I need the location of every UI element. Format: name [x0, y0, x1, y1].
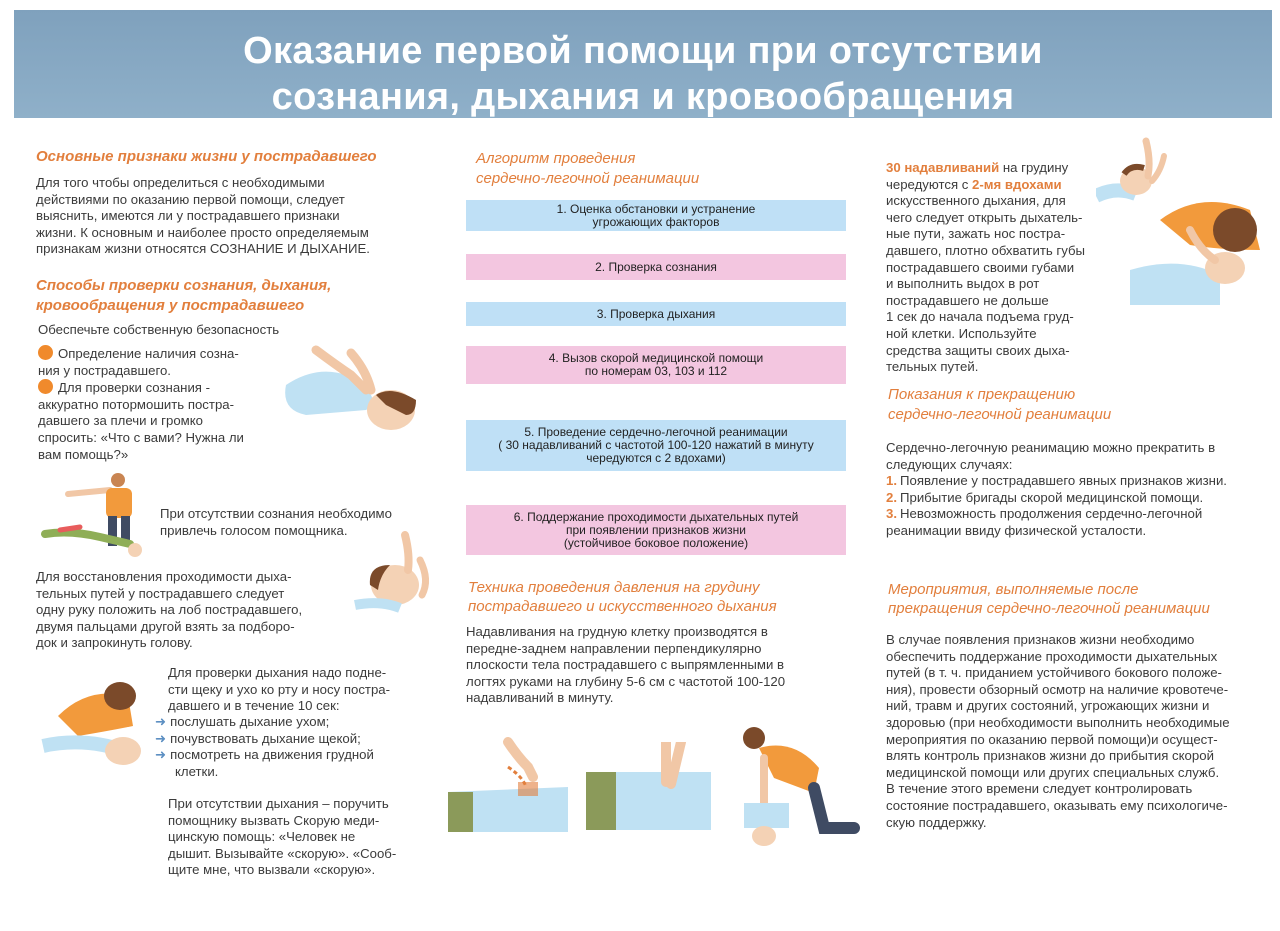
after-line: В течение этого времени следует контролировать [886, 781, 1193, 797]
breaths-line: ные пути, зажать нос постра- [886, 226, 1066, 242]
no-breath-line: При отсутствии дыхания – поручить [168, 796, 389, 811]
signs-line: действиями по оказанию первой помощи, следует [36, 191, 345, 207]
technique-line: Надавливания на грудную клетку производятся в [466, 624, 768, 639]
hand-position-illustration [448, 737, 578, 837]
breaths-line: 1 сек до начала подъема груд- [886, 309, 1074, 325]
bullet-line: ния у пострадавшего. [38, 362, 171, 378]
after-line: ний, травм и других состояний, угрожающих жизни и [886, 698, 1210, 714]
title-line-2: сознания, дыхания и кровообращения [271, 76, 1015, 118]
no-breath-line: помощнику вызвать Скорую меди- [168, 812, 380, 828]
airway-line: док и запрокинуть голову. [36, 635, 193, 651]
after-line: В случае появления признаков жизни необходимо [886, 632, 1195, 647]
arrow-right-icon: ➜ [155, 714, 167, 729]
algorithm-step-2 [466, 254, 846, 280]
after-text [886, 632, 1230, 831]
algorithm-step-1 [466, 200, 846, 231]
stop-line: Сердечно-легочную реанимацию можно прекратить в [886, 440, 1216, 455]
after-heading-line: Мероприятия, выполняемые после [888, 581, 1139, 598]
methods-heading [36, 276, 331, 316]
breaths-line: ной клетки. Используйте [886, 325, 1037, 341]
technique-heading-line: пострадавшего и искусственного дыхания [468, 598, 777, 615]
after-heading-line: прекращения сердечно-легочной реанимации [888, 600, 1210, 617]
chest-compression-illustration [586, 742, 716, 832]
after-line: здоровью (при необходимости выполнить необходимые [886, 714, 1230, 730]
breaths-line: давшего, плотно обхватить губы [886, 242, 1085, 258]
algorithm-heading-line: сердечно-легочной реанимации [476, 170, 700, 187]
methods-heading-line: кровообращения у пострадавшего [36, 297, 305, 314]
breath-check-line: давшего и в течение 10 сек: [168, 698, 340, 714]
step-line: 5. Проведение сердечно-легочной реанимации [524, 425, 788, 439]
orange-dot-icon [38, 379, 53, 394]
stop-item: Появление у пострадавшего явных признаков жизни. [900, 473, 1227, 489]
signs-line: выяснить, имеются ли у пострадавшего признаки [36, 208, 340, 224]
after-heading [888, 580, 1210, 618]
after-line: скую поддержку. [886, 814, 987, 830]
stop-line: следующих случаях: [886, 456, 1013, 472]
safety-text: Обеспечьте собственную безопасность [38, 322, 280, 337]
algorithm-step-5 [466, 420, 846, 471]
after-line: путей (в т. ч. приданием устойчивого бокового положе- [886, 665, 1222, 681]
signs-heading: Основные признаки жизни у пострадавшего [36, 148, 377, 165]
bullet-line: вам помощь?» [38, 446, 129, 462]
methods-heading-line: Способы проверки сознания, дыхания, [36, 277, 332, 294]
no-breath-text [168, 796, 396, 879]
rescue-breath-illustration [1120, 190, 1270, 310]
stop-item-number: 3. [886, 506, 897, 522]
breath-check-item: послушать дыхание ухом; [170, 714, 330, 729]
after-line: мероприятия по оказанию первой помощи)и осущест- [886, 731, 1218, 747]
step-line: по номерам 03, 103 и 112 [584, 364, 728, 378]
technique-line: передне-заднем направлении перпендикулярно [466, 640, 762, 656]
call-helper-illustration [40, 472, 160, 562]
stop-text [886, 440, 1227, 540]
step-line: угрожающих факторов [592, 214, 720, 229]
airway-text [36, 569, 302, 652]
stop-item: Невозможность продолжения сердечно-легочной [900, 506, 1203, 522]
airway-line: Для восстановления проходимости дыха- [36, 569, 292, 584]
step-line: 3. Проверка дыхания [596, 306, 716, 321]
algorithm-step-3 [466, 302, 846, 326]
compressions-count: 30 надавливаний [886, 160, 1000, 175]
algorithm-step-4 [466, 346, 846, 384]
technique-line: логтях руками на глубину 5-6 см с частотой 100-120 [466, 673, 786, 689]
title-line-1: Оказание первой помощи при отсутствии [243, 30, 1043, 72]
algorithm-heading-line: Алгоритм проведения [476, 150, 636, 167]
breaths-line: пострадавшего своими губами [886, 259, 1075, 275]
technique-line: плоскости тела пострадавшего с выпрямленными в [466, 657, 785, 673]
after-line: влять контроль признаков жизни до прибытия скорой [886, 748, 1214, 764]
algorithm-step-6 [466, 505, 846, 555]
breath-check-line: сти щеку и ухо ко рту и носу постра- [168, 681, 391, 697]
breath-check-list [155, 714, 374, 780]
breaths-count: 2-мя вдохами [972, 176, 1062, 192]
signs-text [36, 175, 370, 258]
breaths-line: пострадавшего не дольше [886, 292, 1049, 308]
stop-heading-line: сердечно-легочной реанимации [888, 406, 1112, 423]
title-banner [14, 10, 1272, 118]
breath-check-line: Для проверки дыхания надо подне- [168, 665, 387, 680]
stop-item-number: 2. [886, 489, 897, 505]
stop-item: Прибытие бригады скорой медицинской помощи. [900, 489, 1204, 505]
no-breath-line: цинскую помощь: «Человек не [168, 829, 356, 845]
bullet-line: аккуратно потормошить постра- [38, 396, 235, 412]
breaths-line: тельных путей. [886, 359, 979, 375]
bullet-line: Определение наличия созна- [58, 346, 239, 361]
breaths-line: на грудину [999, 160, 1069, 175]
step-line: 6. Поддержание проходимости дыхательных путей [513, 509, 799, 524]
after-line: состояние пострадавшего, оказывать ему психологиче- [886, 797, 1228, 813]
signs-line: Для того чтобы определиться с необходимыми [36, 175, 325, 190]
breaths-line: чередуются с [886, 176, 973, 192]
step-line: чередуются с 2 вдохами) [586, 451, 726, 465]
bullet-line: спросить: «Что с вами? Нужна ли [38, 429, 244, 445]
breath-check-item: клетки. [175, 763, 219, 779]
step-line: при появлении признаков жизни [565, 522, 747, 537]
step-line: (устойчивое боковое положение) [563, 535, 749, 550]
technique-line: надавливаний в минуту. [466, 690, 614, 706]
arrow-right-icon: ➜ [155, 730, 167, 746]
helper-line: привлечь голосом помощника. [160, 522, 348, 538]
arrow-right-icon: ➜ [155, 747, 167, 763]
helper-line: При отсутствии сознания необходимо [160, 506, 392, 521]
airway-line: тельных путей у пострадавшего следует [36, 585, 285, 601]
stop-heading-line: Показания к прекращению [888, 386, 1076, 403]
stop-item: реанимации ввиду физической усталости. [886, 522, 1147, 538]
breath-check-item: посмотреть на движения грудной [170, 747, 374, 763]
after-line: ния), провести обзорный осмотр на наличие кровотече- [886, 681, 1229, 697]
step-line: 2. Проверка сознания [595, 259, 717, 274]
cpr-kneeling-illustration [734, 718, 864, 848]
after-line: медицинской помощи или других специальных служб. [886, 764, 1220, 780]
airway-line: двумя пальцами другой взять за подборо- [36, 618, 295, 634]
check-breathing-illustration [38, 676, 158, 776]
breaths-line: и выполнить выдох в рот [886, 276, 1040, 292]
airway-line: одну руку положить на лоб пострадавшего, [36, 602, 303, 618]
stop-item-number: 1. [886, 473, 897, 489]
head-tilt-illustration [350, 530, 450, 615]
orange-dot-icon [38, 345, 53, 360]
bullet-line: Для проверки сознания - [58, 380, 211, 396]
step-line: 1. Оценка обстановки и устранение [556, 201, 756, 216]
breath-check-text [168, 665, 390, 715]
step-line: 4. Вызов скорой медицинской помощи [548, 351, 764, 365]
no-breath-line: щите мне, что вызвали «скорую». [168, 862, 376, 878]
step-line: ( 30 надавливаний с частотой 100-120 нажатий в минуту [498, 438, 814, 452]
technique-text [466, 624, 785, 707]
stop-heading [888, 385, 1111, 425]
signs-line: признакам жизни относятся СОЗНАНИЕ И ДЫХАНИЕ. [36, 241, 370, 257]
algorithm-heading [476, 149, 699, 189]
page-title [14, 28, 1272, 120]
breaths-text [886, 160, 1085, 376]
breaths-line: средства защиты своих дыха- [886, 342, 1070, 358]
after-line: обеспечить поддержание проходимости дыхательных [886, 648, 1218, 664]
signs-line: жизни. К основным и наиболее просто определяемым [36, 224, 369, 240]
check-consciousness-illustration [276, 345, 426, 440]
technique-heading-line: Техника проведения давления на грудину [468, 579, 760, 596]
consciousness-bullets [38, 345, 278, 463]
breaths-line: чего следует открыть дыхатель- [886, 209, 1083, 225]
breath-check-item: почувствовать дыхание щекой; [170, 730, 361, 746]
no-breath-line: дышит. Вызывайте «скорую». «Сооб- [168, 845, 397, 861]
technique-heading [468, 578, 777, 616]
bullet-line: давшего за плечи и громко [38, 413, 203, 429]
breaths-line: искусственного дыхания, для [886, 193, 1066, 209]
